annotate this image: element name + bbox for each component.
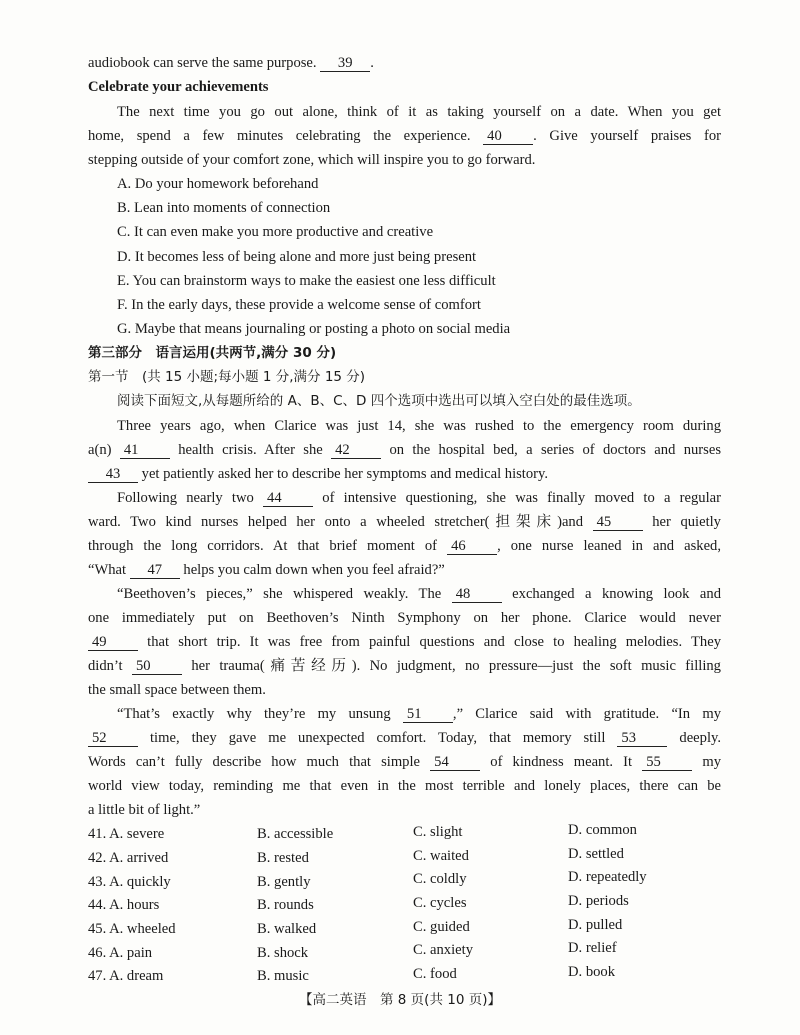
q43-option-a: 43. A. quickly	[88, 874, 171, 890]
paragraph-text: . Give yourself praises for	[533, 128, 721, 144]
cloze-text: a(n)	[88, 442, 112, 458]
option-f: F. In the early days, these provide a welcome sense of comfort	[117, 297, 481, 313]
blank-50: 50	[132, 658, 182, 675]
cloze-line: one immediately put on Beethoven’s Ninth Symphony on her phone. Clarice would never	[88, 610, 721, 626]
q42-option-a: 42. A. arrived	[88, 850, 169, 866]
q41-option-d: D. common	[568, 822, 637, 838]
cloze-line	[88, 561, 445, 579]
q43-option-b: B. gently	[257, 874, 311, 890]
q46-option-c: C. anxiety	[413, 942, 473, 958]
blank-41: 41	[120, 442, 170, 459]
q42-option-d: D. settled	[568, 846, 624, 862]
section-heading: Celebrate your achievements	[88, 79, 269, 95]
option-a: A. Do your homework beforehand	[117, 176, 319, 192]
q41-option-a: 41. A. severe	[88, 826, 165, 842]
cloze-text: through the long corridors. At that brief moment of	[88, 538, 438, 554]
passage-tail-text: audiobook can serve the same purpose.	[88, 55, 317, 71]
cloze-text: deeply.	[679, 730, 722, 746]
cloze-line	[88, 633, 721, 651]
cloze-text: “Beethoven’s pieces,” she whispered weakly. The	[117, 586, 442, 602]
cloze-text: Following nearly two	[117, 490, 254, 506]
cloze-line	[88, 753, 721, 771]
cloze-text: “That’s exactly why they’re my unsung	[117, 706, 391, 722]
blank-45: 45	[593, 514, 643, 531]
q45-option-a: 45. A. wheeled	[88, 921, 176, 937]
option-c: C. It can even make you more productive and creative	[117, 224, 434, 240]
q42-option-b: B. rested	[257, 850, 309, 866]
q46-option-a: 46. A. pain	[88, 945, 153, 961]
paragraph-line	[88, 127, 721, 145]
cloze-text: ward. Two kind nurses helped her onto a wheeled stretcher(担架床)and	[88, 514, 584, 530]
cloze-text: “What	[88, 562, 127, 578]
blank-43: 43	[88, 466, 138, 483]
cloze-line: a little bit of light.”	[88, 802, 201, 818]
cloze-text: her trauma(痛苦经历). No judgment, no pressure—just the soft music filling	[191, 658, 721, 674]
cloze-text: , one nurse leaned in and asked,	[497, 538, 721, 554]
cloze-text: yet patiently asked her to describe her symptoms and medical history.	[141, 466, 549, 482]
q44-option-d: D. periods	[568, 893, 629, 909]
q47-option-c: C. food	[413, 966, 457, 982]
part-title: 第三部分 语言运用(共两节,满分 30 分)	[88, 345, 337, 361]
cloze-text: Words can’t fully describe how much that simple	[88, 754, 421, 770]
cloze-line	[117, 705, 721, 723]
blank-47: 47	[130, 562, 180, 579]
q41-option-c: C. slight	[413, 824, 463, 840]
cloze-text: ,” Clarice said with gratitude. “In my	[452, 706, 721, 722]
q43-option-c: C. coldly	[413, 871, 467, 887]
q41-option-b: B. accessible	[257, 826, 334, 842]
subsection-title: 第一节 (共 15 小题;每小题 1 分,满分 15 分)	[88, 369, 366, 385]
cloze-text: time, they gave me unexpected comfort. Today, that memory still	[150, 730, 606, 746]
page-footer: 【高二英语 第 8 页(共 10 页)】	[299, 992, 501, 1008]
passage-tail-end: .	[370, 55, 374, 71]
q42-option-c: C. waited	[413, 848, 469, 864]
cloze-text: on the hospital bed, a series of doctors and nurses	[389, 442, 721, 458]
blank-55: 55	[642, 754, 692, 771]
cloze-text: didn’t	[88, 658, 123, 674]
paragraph-line: stepping outside of your comfort zone, which will inspire you to go forward.	[88, 152, 536, 168]
option-e: E. You can brainstorm ways to make the easiest one less difficult	[117, 273, 496, 289]
blank-48: 48	[452, 586, 502, 603]
cloze-text: exchanged a knowing look and	[512, 586, 721, 602]
blank-42: 42	[331, 442, 381, 459]
option-g: G. Maybe that means journaling or posting a photo on social media	[117, 321, 511, 337]
q44-option-b: B. rounds	[257, 897, 314, 913]
q47-option-b: B. music	[257, 968, 309, 984]
q45-option-b: B. walked	[257, 921, 317, 937]
blank-44: 44	[263, 490, 313, 507]
cloze-line: world view today, reminding me that even in the most terrible and lonely places, there can be	[88, 778, 721, 794]
blank-40: 40	[483, 128, 533, 145]
q47-option-d: D. book	[568, 964, 616, 980]
q46-option-b: B. shock	[257, 945, 309, 961]
blank-53: 53	[617, 730, 667, 747]
cloze-line	[117, 489, 721, 507]
cloze-text: of intensive questioning, she was finally moved to a regular	[322, 490, 721, 506]
blank-51: 51	[403, 706, 453, 723]
q45-option-d: D. pulled	[568, 917, 623, 933]
cloze-line	[88, 657, 721, 675]
passage-tail-line	[88, 54, 374, 72]
cloze-line	[88, 465, 548, 483]
q47-option-a: 47. A. dream	[88, 968, 164, 984]
paragraph-line: The next time you go out alone, think of it as taking yourself on a date. When you get	[117, 104, 721, 120]
cloze-text: her quietly	[652, 514, 721, 530]
cloze-line	[88, 441, 721, 459]
cloze-text: my	[702, 754, 721, 770]
cloze-line	[117, 585, 721, 603]
blank-39: 39	[320, 55, 370, 72]
option-b: B. Lean into moments of connection	[117, 200, 331, 216]
cloze-text: helps you calm down when you feel afraid?”	[183, 562, 445, 578]
q45-option-c: C. guided	[413, 919, 470, 935]
q43-option-d: D. repeatedly	[568, 869, 647, 885]
cloze-line	[88, 729, 721, 747]
q46-option-d: D. relief	[568, 940, 617, 956]
blank-49: 49	[88, 634, 138, 651]
blank-46: 46	[447, 538, 497, 555]
cloze-line	[88, 537, 721, 555]
paragraph-text: home, spend a few minutes celebrating the experience.	[88, 128, 471, 144]
q44-option-c: C. cycles	[413, 895, 467, 911]
cloze-line: the small space between them.	[88, 682, 266, 698]
blank-54: 54	[430, 754, 480, 771]
cloze-line: Three years ago, when Clarice was just 14, she was rushed to the emergency room during	[117, 418, 721, 434]
cloze-text: of kindness meant. It	[490, 754, 633, 770]
cloze-text: that short trip. It was free from painful questions and close to healing melodies. They	[147, 634, 721, 650]
option-d: D. It becomes less of being alone and more just being present	[117, 249, 477, 265]
instructions: 阅读下面短文,从每题所给的 A、B、C、D 四个选项中选出可以填入空白处的最佳选项。	[117, 393, 641, 409]
blank-52: 52	[88, 730, 138, 747]
cloze-line	[88, 513, 721, 531]
cloze-text: health crisis. After she	[178, 442, 323, 458]
q44-option-a: 44. A. hours	[88, 897, 160, 913]
